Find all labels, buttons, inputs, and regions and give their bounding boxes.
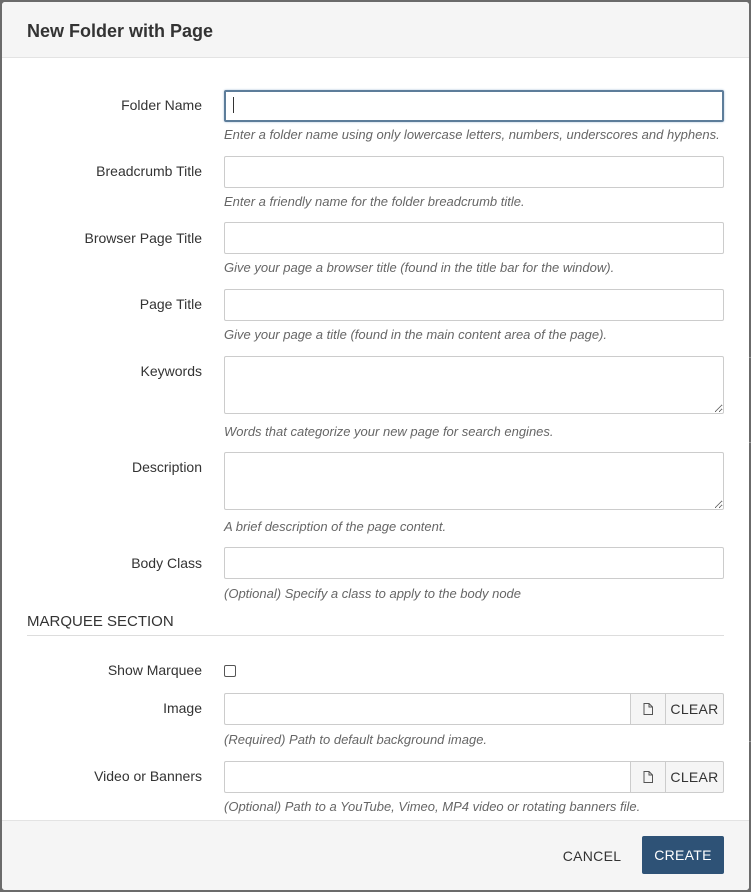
- description-label: Description: [131, 459, 202, 475]
- page-title-label: Page Title: [139, 296, 202, 312]
- file-icon: [643, 703, 653, 715]
- breadcrumb-title-help: Enter a friendly name for the folder breadcrumb title.: [224, 194, 525, 209]
- browser-page-title-label: Browser Page Title: [84, 230, 202, 246]
- cancel-button[interactable]: CANCEL: [554, 838, 630, 874]
- keywords-label: Keywords: [140, 363, 202, 379]
- breadcrumb-title-control: [224, 156, 724, 188]
- breadcrumb-title-input[interactable]: [224, 156, 724, 188]
- folder-name-control: [224, 90, 724, 122]
- image-help: (Required) Path to default background image.: [224, 732, 488, 747]
- dialog-header: [2, 2, 749, 58]
- image-browse-button[interactable]: [630, 693, 666, 725]
- new-folder-dialog: [2, 2, 749, 890]
- browser-page-title-input[interactable]: [224, 222, 724, 254]
- dialog-footer: [2, 820, 749, 890]
- keywords-help: Words that categorize your new page for search engines.: [224, 424, 554, 439]
- video-help: (Optional) Path to a YouTube, Vimeo, MP4 video or rotating banners file.: [224, 799, 641, 814]
- image-clear-button[interactable]: CLEAR: [666, 693, 724, 725]
- video-file-group: [224, 761, 724, 793]
- browser-page-title-control: [224, 222, 724, 254]
- page-title-input[interactable]: [224, 289, 724, 321]
- show-marquee-label: Show Marquee: [107, 662, 202, 678]
- body-class-help: (Optional) Specify a class to apply to the body node: [224, 586, 522, 601]
- body-class-input[interactable]: [224, 547, 724, 579]
- folder-name-input[interactable]: [224, 90, 724, 122]
- marquee-section-title: MARQUEE SECTION: [27, 613, 724, 636]
- keywords-control: [224, 356, 724, 414]
- page-title-help: Give your page a title (found in the main content area of the page).: [224, 327, 608, 342]
- dialog-body: [2, 58, 749, 820]
- image-label: Image: [163, 700, 202, 716]
- folder-name-label: Folder Name: [121, 97, 202, 113]
- keywords-textarea[interactable]: [224, 356, 724, 414]
- page-title-control: [224, 289, 724, 321]
- video-browse-button[interactable]: [630, 761, 666, 793]
- create-button[interactable]: CREATE: [642, 836, 724, 874]
- image-path-input[interactable]: [224, 693, 630, 725]
- image-file-group: [224, 693, 724, 725]
- show-marquee-checkbox[interactable]: [224, 665, 236, 677]
- folder-name-help: Enter a folder name using only lowercase letters, numbers, underscores and hyphens.: [224, 127, 720, 142]
- video-path-input[interactable]: [224, 761, 630, 793]
- video-label: Video or Banners: [94, 768, 202, 784]
- description-help: A brief description of the page content.: [224, 519, 447, 534]
- browser-page-title-help: Give your page a browser title (found in the title bar for the window).: [224, 260, 615, 275]
- video-clear-button[interactable]: CLEAR: [666, 761, 724, 793]
- description-textarea[interactable]: [224, 452, 724, 510]
- breadcrumb-title-label: Breadcrumb Title: [96, 163, 202, 179]
- text-caret: [233, 97, 234, 113]
- body-class-control: [224, 547, 724, 579]
- description-control: [224, 452, 724, 510]
- body-class-label: Body Class: [131, 555, 202, 571]
- file-icon: [643, 771, 653, 783]
- dialog-title: New Folder with Page: [27, 21, 214, 41]
